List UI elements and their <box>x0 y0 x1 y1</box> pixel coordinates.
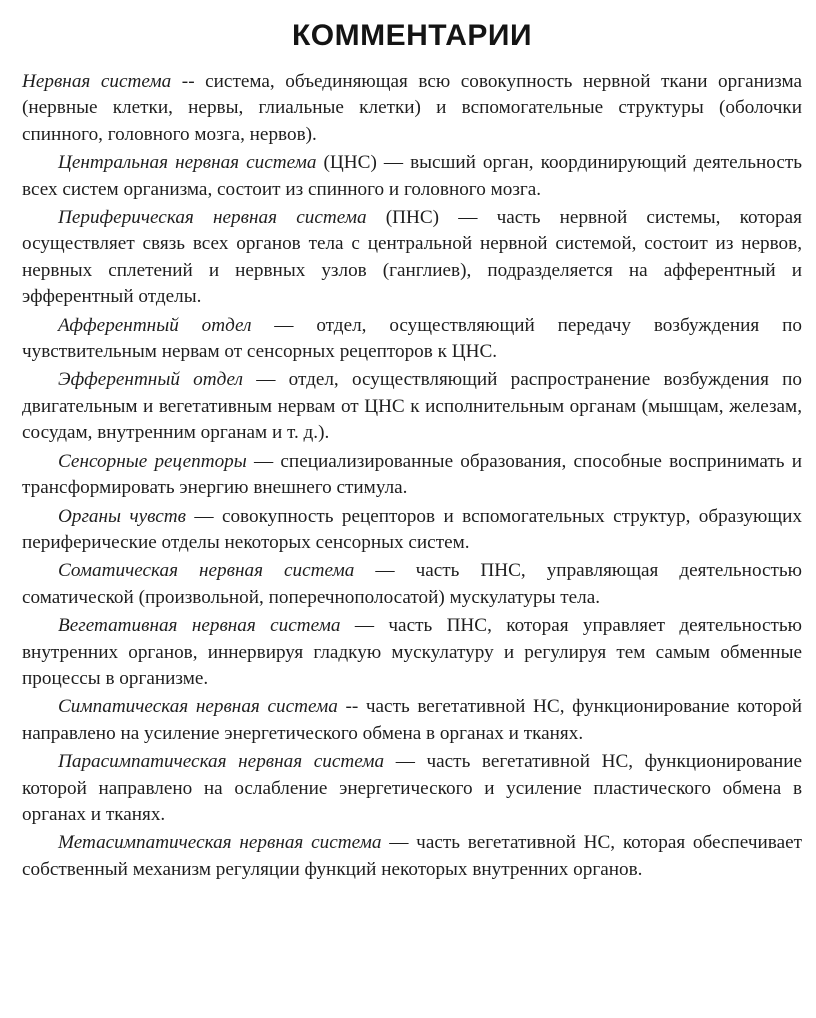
entry-term: Сенсорные рецепторы <box>58 450 247 472</box>
entry-term: Парасимпатическая нервная система <box>58 751 385 773</box>
entry-definition: — часть вегетативной НС, функционирование которой направлено на ослабление энергетического и усиление пластического обмена в органах и тканях. <box>22 751 802 825</box>
entry-definition: — часть ПНС, которая управляет деятельностью внутренних органов, иннервируя гладкую мускулатуру и регулируя тем самым обменные процессы в организме. <box>22 615 802 689</box>
entry-definition: — специализированные образования, способные воспринимать и трансформировать энергию внешнего стимула. <box>22 450 802 499</box>
entry-definition: — часть ПНС, управляющая деятельностью соматической (произвольной, поперечнополосатой) мускулатуры тела. <box>22 560 803 608</box>
entry-definition: -- система, объединяющая всю совокупность нервной ткани организма (нервные клетки, нервы, глиальные клетки) и вспомогательные структуры (оболочки спинного, головного мозга, нервов). <box>22 71 802 145</box>
entry-definition: -- часть вегетативной НС, функционирование которой направлено на усиление энергетического обмена в органах и тканях. <box>22 696 802 744</box>
entry-definition: — отдел, осуществляющий передачу возбуждения по чувствительным нервам от сенсорных рецепторов к ЦНС. <box>22 314 802 363</box>
glossary-entry <box>22 313 802 366</box>
entry-term: Центральная нервная система <box>58 152 317 174</box>
entry-definition: — часть вегетативной НС, которая обеспечивает собственный механизм регуляции функций некоторых внутренних органов. <box>22 832 802 880</box>
entry-term: Симпатическая нервная система <box>58 696 338 718</box>
entry-term: Метасимпатическая нервная система <box>58 832 382 854</box>
entry-term: Соматическая нервная система <box>58 560 355 582</box>
glossary-entry <box>22 558 802 611</box>
entry-definition: (ЦНС) — высший орган, координирующий деятельность всех систем организма, состоит из спинного и головного мозга. <box>22 152 802 200</box>
entry-term: Афферентный отдел <box>58 314 252 336</box>
glossary-entry <box>22 613 802 692</box>
glossary-entry <box>22 830 802 883</box>
glossary-entry <box>22 694 802 747</box>
glossary <box>22 69 802 883</box>
glossary-entry <box>22 749 802 828</box>
glossary-entry <box>22 150 802 203</box>
glossary-entry <box>22 69 802 148</box>
entry-term: Нервная система <box>22 71 172 92</box>
entry-definition: — совокупность рецепторов и вспомогательных структур, образующих периферические отделы некоторых сенсорных систем. <box>22 505 802 553</box>
entry-term: Вегетативная нервная система <box>58 615 341 637</box>
glossary-entry <box>22 449 802 502</box>
glossary-entry <box>22 367 802 446</box>
entry-term: Органы чувств <box>58 505 186 527</box>
entry-definition: — отдел, осуществляющий распространение возбуждения по двигательным и вегетативным нервам от ЦНС к исполнительным органам (мышцам, железам, сосудам, внутренним органам и т. д.). <box>22 369 802 444</box>
entry-term: Периферическая нервная система <box>58 207 367 229</box>
glossary-entry <box>22 205 802 311</box>
entry-term: Эфферентный отдел <box>58 369 243 391</box>
glossary-entry <box>22 504 802 557</box>
entry-definition: (ПНС) — часть нервной системы, которая осуществляет связь всех органов тела с центральной нервной системой, состоит из нервов, нервных сплетений и нервных узлов (ганглиев), подразделяется на афферентный и эфферентный отделы. <box>22 207 802 308</box>
page-heading: КОММЕНТАРИИ <box>291 19 533 52</box>
